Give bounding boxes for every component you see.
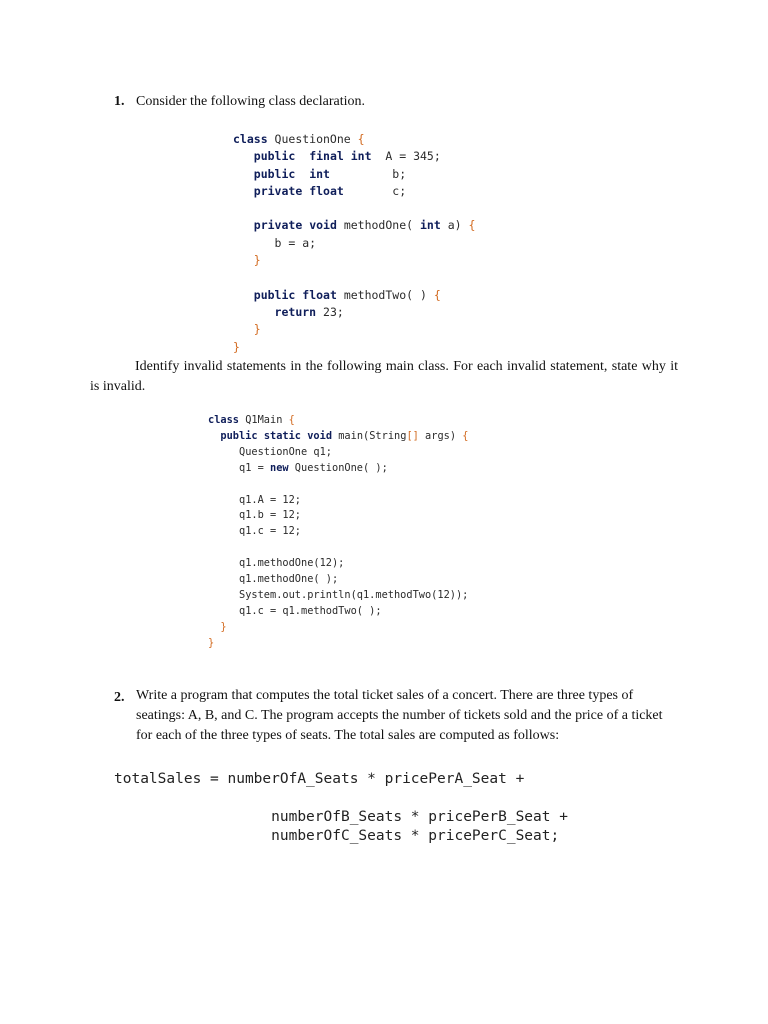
code-keyword: public — [253, 149, 296, 164]
code-text: q1.b = 12; — [208, 509, 301, 522]
code-line — [233, 149, 441, 163]
code-brace: } — [220, 620, 227, 633]
instructions-paragraph: Identify invalid statements in the following main class. For each invalid statement, state why it is invalid. — [90, 359, 678, 394]
code-text: QuestionOne — [267, 132, 358, 146]
code-keyword: class — [208, 414, 239, 426]
code-text: main(String — [332, 429, 407, 442]
code-text: q1.methodOne( ); — [208, 573, 339, 586]
code-line — [233, 236, 316, 250]
code-brace: { — [357, 132, 365, 146]
code-line — [233, 132, 365, 146]
code-text: q1.c = q1.methodTwo( ); — [208, 604, 382, 617]
code-brace: { — [462, 429, 469, 442]
code-line — [233, 322, 261, 336]
code-text — [233, 322, 254, 336]
code-line — [208, 637, 214, 649]
code-text: q1 = — [208, 461, 270, 474]
code-text — [233, 288, 254, 302]
code-line — [233, 167, 406, 181]
code-text — [233, 253, 254, 267]
code-line — [208, 414, 295, 426]
code-text: totalSales = numberOfA_Seats * pricePerA_Seat + — [114, 771, 525, 787]
code-brace: { — [433, 287, 441, 302]
code-keyword: void — [309, 218, 337, 233]
code-line — [233, 218, 475, 232]
code-text: numberOfC_Seats * pricePerC_Seat; — [114, 828, 560, 844]
code-keyword: return — [274, 304, 317, 319]
code-text — [233, 167, 254, 181]
code-text — [208, 621, 220, 633]
code-keyword: public — [220, 429, 258, 442]
code-brace: [] — [406, 429, 419, 442]
code-text: methodOne( — [336, 218, 420, 233]
code-text: QuestionOne q1; — [208, 445, 332, 458]
code-line — [233, 288, 441, 302]
code-text: 23; — [316, 304, 344, 319]
code-text — [208, 430, 220, 442]
code-line — [208, 430, 468, 442]
code-line — [208, 557, 344, 569]
code-text: args) — [418, 429, 463, 442]
code-line — [208, 605, 382, 617]
code-line — [208, 446, 332, 458]
code-line — [208, 509, 301, 521]
code-text: Q1Main — [239, 414, 289, 426]
code-text: System.out.println(q1.methodTwo(12)); — [208, 588, 469, 601]
code-keyword: int — [309, 166, 330, 181]
code-text — [233, 305, 275, 319]
code-line — [114, 828, 559, 844]
question-2-number: 2. — [114, 690, 125, 705]
question-2-text: Write a program that computes the total ticket sales of a concert. There are three types of seatings: A, B, and C. The program accepts the number of tickets sold and the price of a ticket for each of the three types of seats. The total sales are computed as follows: — [136, 688, 663, 743]
code-keyword: final — [309, 149, 344, 164]
code-brace: } — [253, 253, 261, 268]
code-keyword: float — [309, 183, 344, 198]
code-brace: } — [253, 322, 261, 337]
code-line — [208, 525, 301, 537]
code-keyword: class — [233, 132, 268, 146]
code-brace: } — [208, 636, 215, 649]
code-text — [295, 167, 309, 181]
code-line — [114, 809, 568, 825]
code-text — [233, 149, 254, 163]
code-line — [208, 589, 468, 601]
code-text: q1.methodOne(12); — [208, 557, 345, 570]
code-text — [344, 149, 351, 163]
code-keyword: public — [253, 287, 296, 302]
code-keyword: int — [419, 218, 441, 233]
code-line — [233, 184, 406, 198]
code-text: q1.c = 12; — [208, 525, 301, 538]
code-keyword: public — [253, 166, 296, 181]
question-1-number: 1. — [114, 94, 125, 109]
code-brace: } — [233, 339, 240, 354]
code-text — [233, 218, 254, 232]
code-line — [233, 253, 261, 267]
code-keyword: void — [307, 429, 333, 442]
code-keyword: private — [253, 183, 303, 198]
code-text: a) — [440, 218, 469, 233]
class-declaration-code — [233, 131, 475, 356]
code-keyword: private — [253, 218, 303, 233]
code-text: b = a; — [233, 235, 317, 250]
code-brace: { — [468, 218, 476, 233]
code-text: c; — [343, 183, 407, 198]
code-keyword: static — [263, 429, 302, 442]
code-text: b; — [329, 166, 407, 181]
code-line — [233, 340, 240, 354]
code-line — [208, 573, 338, 585]
code-line — [233, 305, 344, 319]
code-text: QuestionOne( ); — [288, 461, 388, 474]
code-text: methodTwo( ) — [336, 287, 434, 302]
total-sales-formula — [114, 770, 568, 846]
code-text — [295, 149, 309, 163]
code-text: q1.A = 12; — [208, 493, 301, 506]
code-line — [208, 621, 227, 633]
code-brace: { — [288, 414, 295, 426]
code-text: A = 345; — [371, 149, 441, 164]
code-text — [233, 184, 254, 198]
code-text: numberOfB_Seats * pricePerB_Seat + — [114, 809, 568, 825]
code-keyword: float — [302, 287, 337, 302]
code-line — [208, 462, 388, 474]
code-line — [208, 494, 301, 506]
code-keyword: new — [270, 461, 289, 474]
main-class-code — [208, 413, 468, 652]
code-keyword: int — [350, 149, 372, 164]
code-line — [114, 771, 524, 787]
question-1-text: Consider the following class declaration. — [136, 94, 365, 109]
